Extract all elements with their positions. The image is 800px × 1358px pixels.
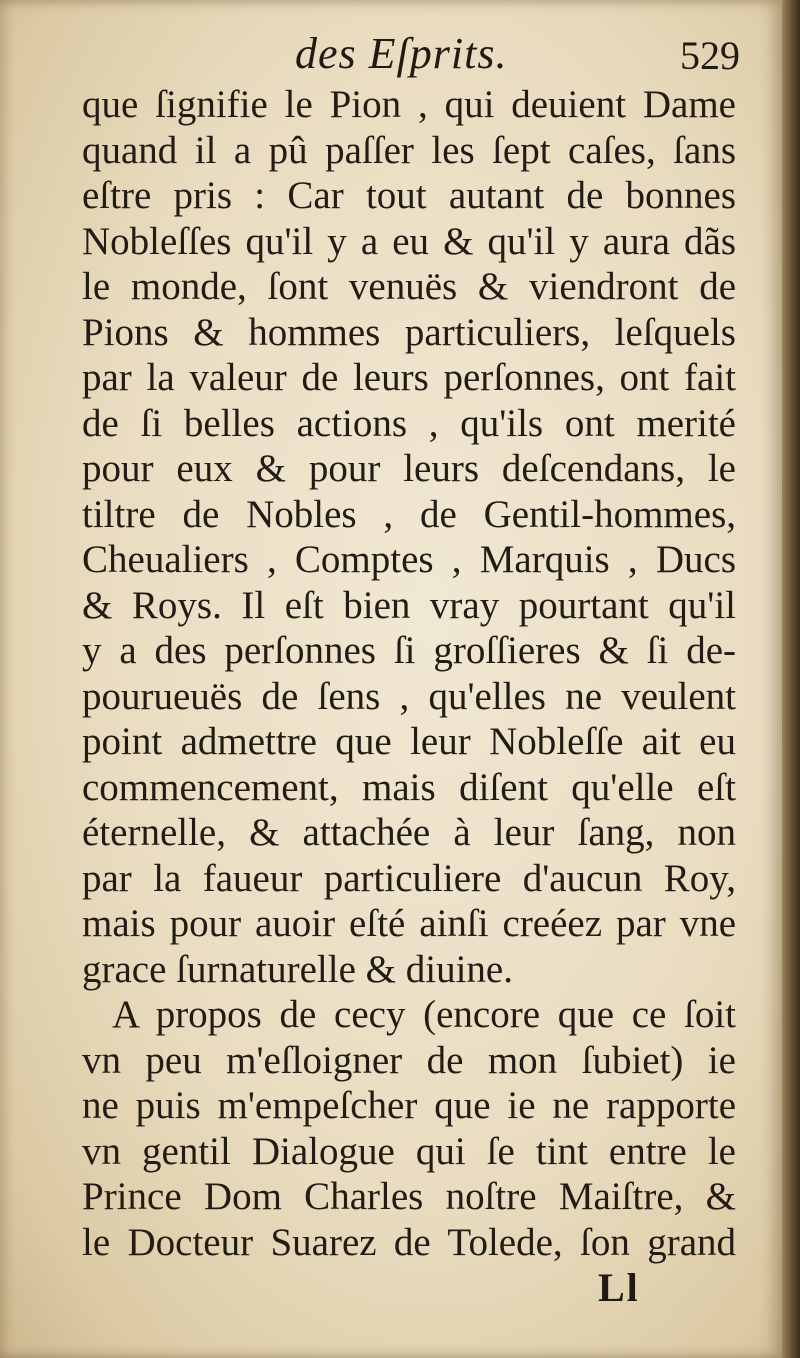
text-line: par la valeur de leurs perſonnes, ont fait bbox=[82, 356, 736, 399]
text-line: & Roys. Il eſt bien vray pourtant qu'il bbox=[82, 583, 736, 627]
text-line: Pions & hommes particuliers, leſquels bbox=[82, 310, 736, 354]
text-line: pourueuës de ſens , qu'elles ne veulent bbox=[82, 674, 736, 718]
text-line: vn gentil Dialogue qui ſe tint entre le bbox=[82, 1129, 736, 1173]
text-line: A propos de cecy (encore que ce ſoit bbox=[112, 993, 736, 1036]
catchword: Ll bbox=[598, 1265, 640, 1310]
text-line: ne puis m'empeſcher que ie ne rapporte bbox=[82, 1084, 736, 1127]
text-line: point admettre que leur Nobleſſe ait eu bbox=[82, 720, 736, 763]
text-line: pour eux & pour leurs deſcendans, le bbox=[82, 447, 736, 490]
text-line: Cheualiers , Comptes , Marquis , Ducs bbox=[82, 538, 736, 581]
page-number: 529 bbox=[680, 33, 740, 78]
text-line: mais pour auoir eſté ainſi creéez par vne bbox=[82, 902, 736, 945]
text-line: grace ſurnaturelle & diuine. bbox=[82, 947, 513, 991]
text-line: tiltre de Nobles , de Gentil-hommes, bbox=[82, 492, 736, 536]
text-line: de ſi belles actions , qu'ils ont merité bbox=[82, 401, 736, 445]
text-line: que ſignifie le Pion , qui deuient Dame bbox=[82, 83, 736, 126]
text-line: le monde, ſont venuës & viendront de bbox=[82, 265, 736, 308]
text-line: le Docteur Suarez de Tolede, ſon grand bbox=[82, 1220, 736, 1264]
text-line: Nobleſſes qu'il y a eu & qu'il y aura dãs bbox=[82, 219, 736, 263]
body-text bbox=[82, 82, 736, 1265]
text-line: commencement, mais diſent qu'elle eſt bbox=[82, 765, 736, 809]
text-line: Prince Dom Charles noſtre Maiſtre, & bbox=[82, 1175, 736, 1218]
text-line: par la faueur particuliere d'aucun Roy, bbox=[82, 856, 736, 900]
running-title: des Eſprits. bbox=[295, 29, 508, 78]
text-line: éternelle, & attachée à leur ſang, non bbox=[82, 811, 736, 854]
text-line: eſtre pris : Car tout autant de bonnes bbox=[82, 174, 736, 217]
text-line: quand il a pû paſſer les ſept caſes, ſans bbox=[82, 128, 736, 172]
text-line: vn peu m'eſloigner de mon ſubiet) ie bbox=[82, 1038, 736, 1082]
text-line: y a des perſonnes ſi groſſieres & ſi de- bbox=[82, 629, 736, 672]
page-edge bbox=[782, 0, 800, 1358]
page-header bbox=[80, 28, 740, 90]
